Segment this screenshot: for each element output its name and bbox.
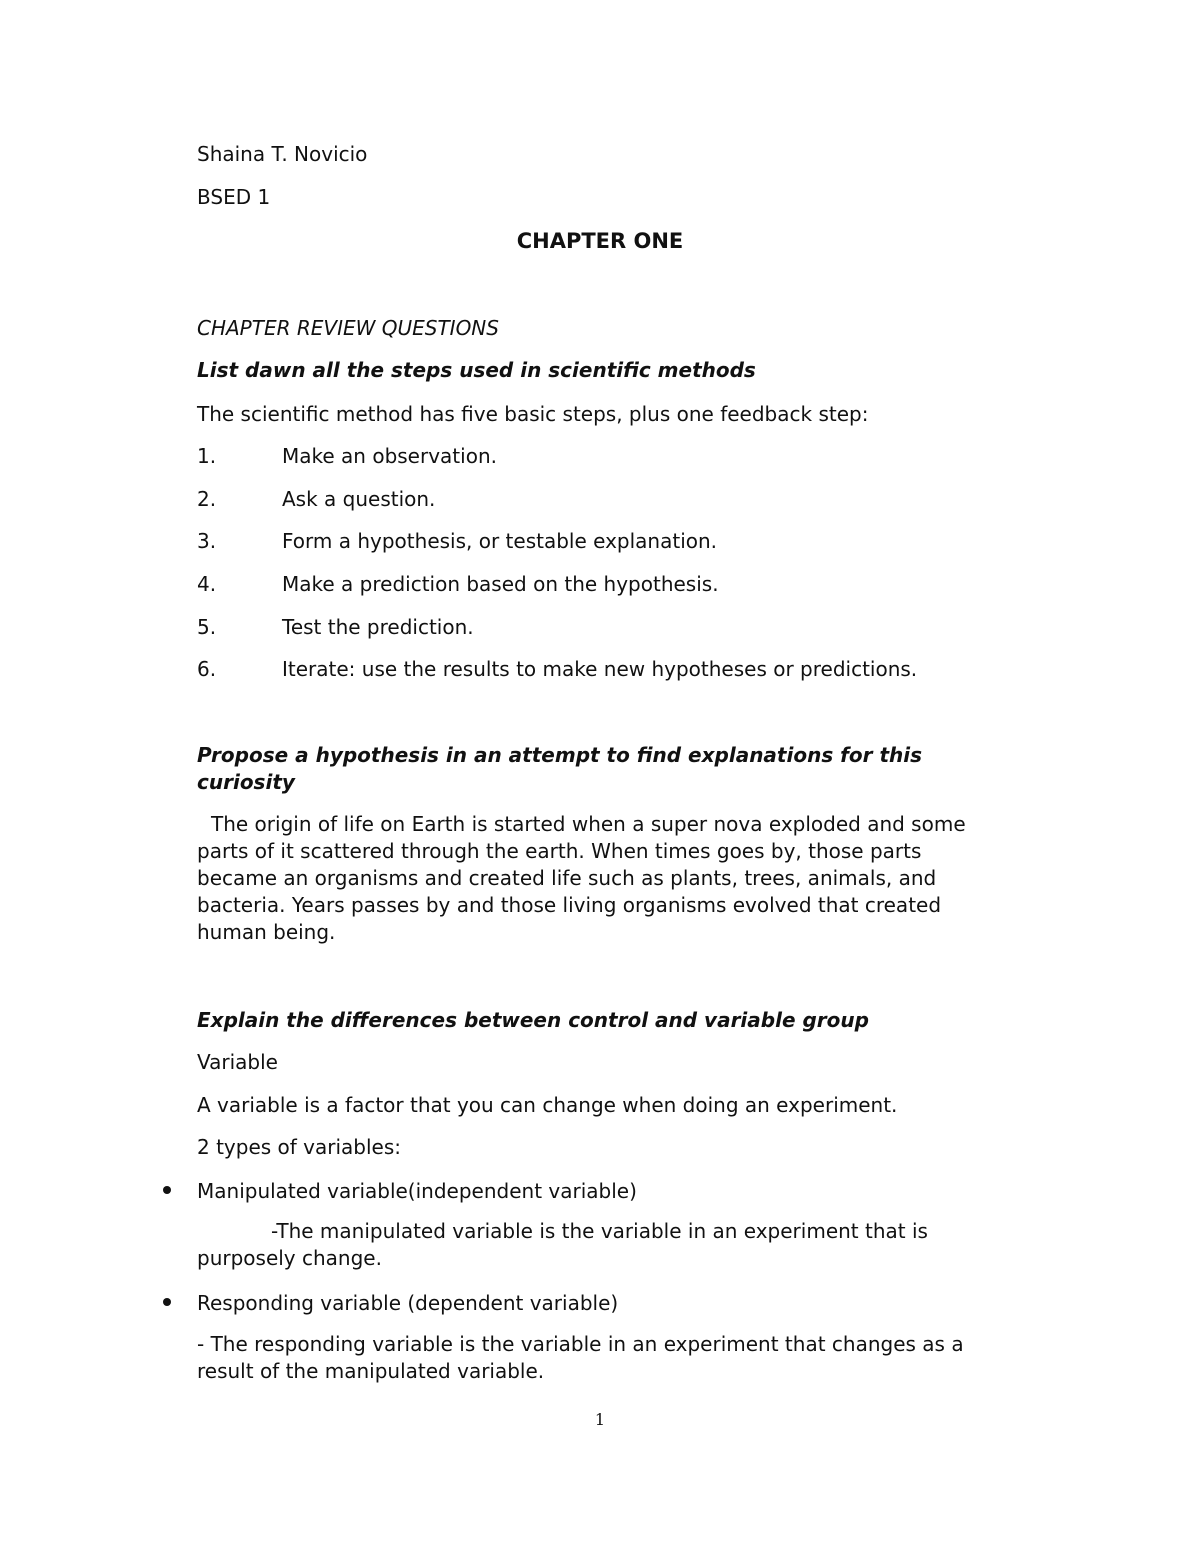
question-2-answer: The origin of life on Earth is started when a super nova exploded and some parts of it scattered through the earth. When times goes by, those parts became an organisms and created life such as plants, trees, animals, and bacteria. Years passes by and those living organisms evolved that created human being. — [197, 812, 966, 944]
variable-types-intro: 2 types of variables: — [197, 1135, 402, 1159]
bullet-icon — [163, 1298, 171, 1306]
step-number: 2. — [197, 487, 217, 511]
step-number: 3. — [197, 529, 217, 553]
variable-definition: A variable is a factor that you can change when doing an experiment. — [197, 1093, 898, 1117]
bullet-icon — [163, 1186, 171, 1194]
question-2-heading: Propose a hypothesis in an attempt to find explanations for this curiosity — [197, 743, 923, 794]
author-name: Shaina T. Novicio — [197, 142, 368, 166]
step-text: Iterate: use the results to make new hypotheses or predictions. — [282, 657, 918, 681]
step-text: Ask a question. — [282, 487, 436, 511]
step-text: Make a prediction based on the hypothesis. — [282, 572, 719, 596]
step-number: 1. — [197, 444, 217, 468]
step-text: Form a hypothesis, or testable explanation. — [282, 529, 718, 553]
responding-variable-description: - The responding variable is the variable in an experiment that changes as a result of the manipulated variable. — [197, 1332, 964, 1383]
manipulated-variable-description: -The manipulated variable is the variable in an experiment that is purposely change. — [197, 1219, 928, 1270]
manipulated-variable-label: Manipulated variable(independent variable) — [197, 1179, 637, 1203]
step-text: Make an observation. — [282, 444, 497, 468]
question-1-intro: The scientific method has five basic steps, plus one feedback step: — [197, 402, 869, 426]
section-heading: CHAPTER REVIEW QUESTIONS — [197, 316, 499, 340]
responding-variable-label: Responding variable (dependent variable) — [197, 1291, 619, 1315]
step-text: Test the prediction. — [282, 615, 474, 639]
step-number: 6. — [197, 657, 217, 681]
course-label: BSED 1 — [197, 185, 271, 209]
chapter-title: CHAPTER ONE — [516, 229, 684, 253]
step-number: 4. — [197, 572, 217, 596]
question-3-heading: Explain the differences between control and variable group — [197, 1008, 869, 1032]
question-1-heading: List dawn all the steps used in scientific methods — [197, 358, 756, 382]
variable-term: Variable — [197, 1050, 278, 1074]
page-number: 1 — [594, 1410, 606, 1429]
step-number: 5. — [197, 615, 217, 639]
